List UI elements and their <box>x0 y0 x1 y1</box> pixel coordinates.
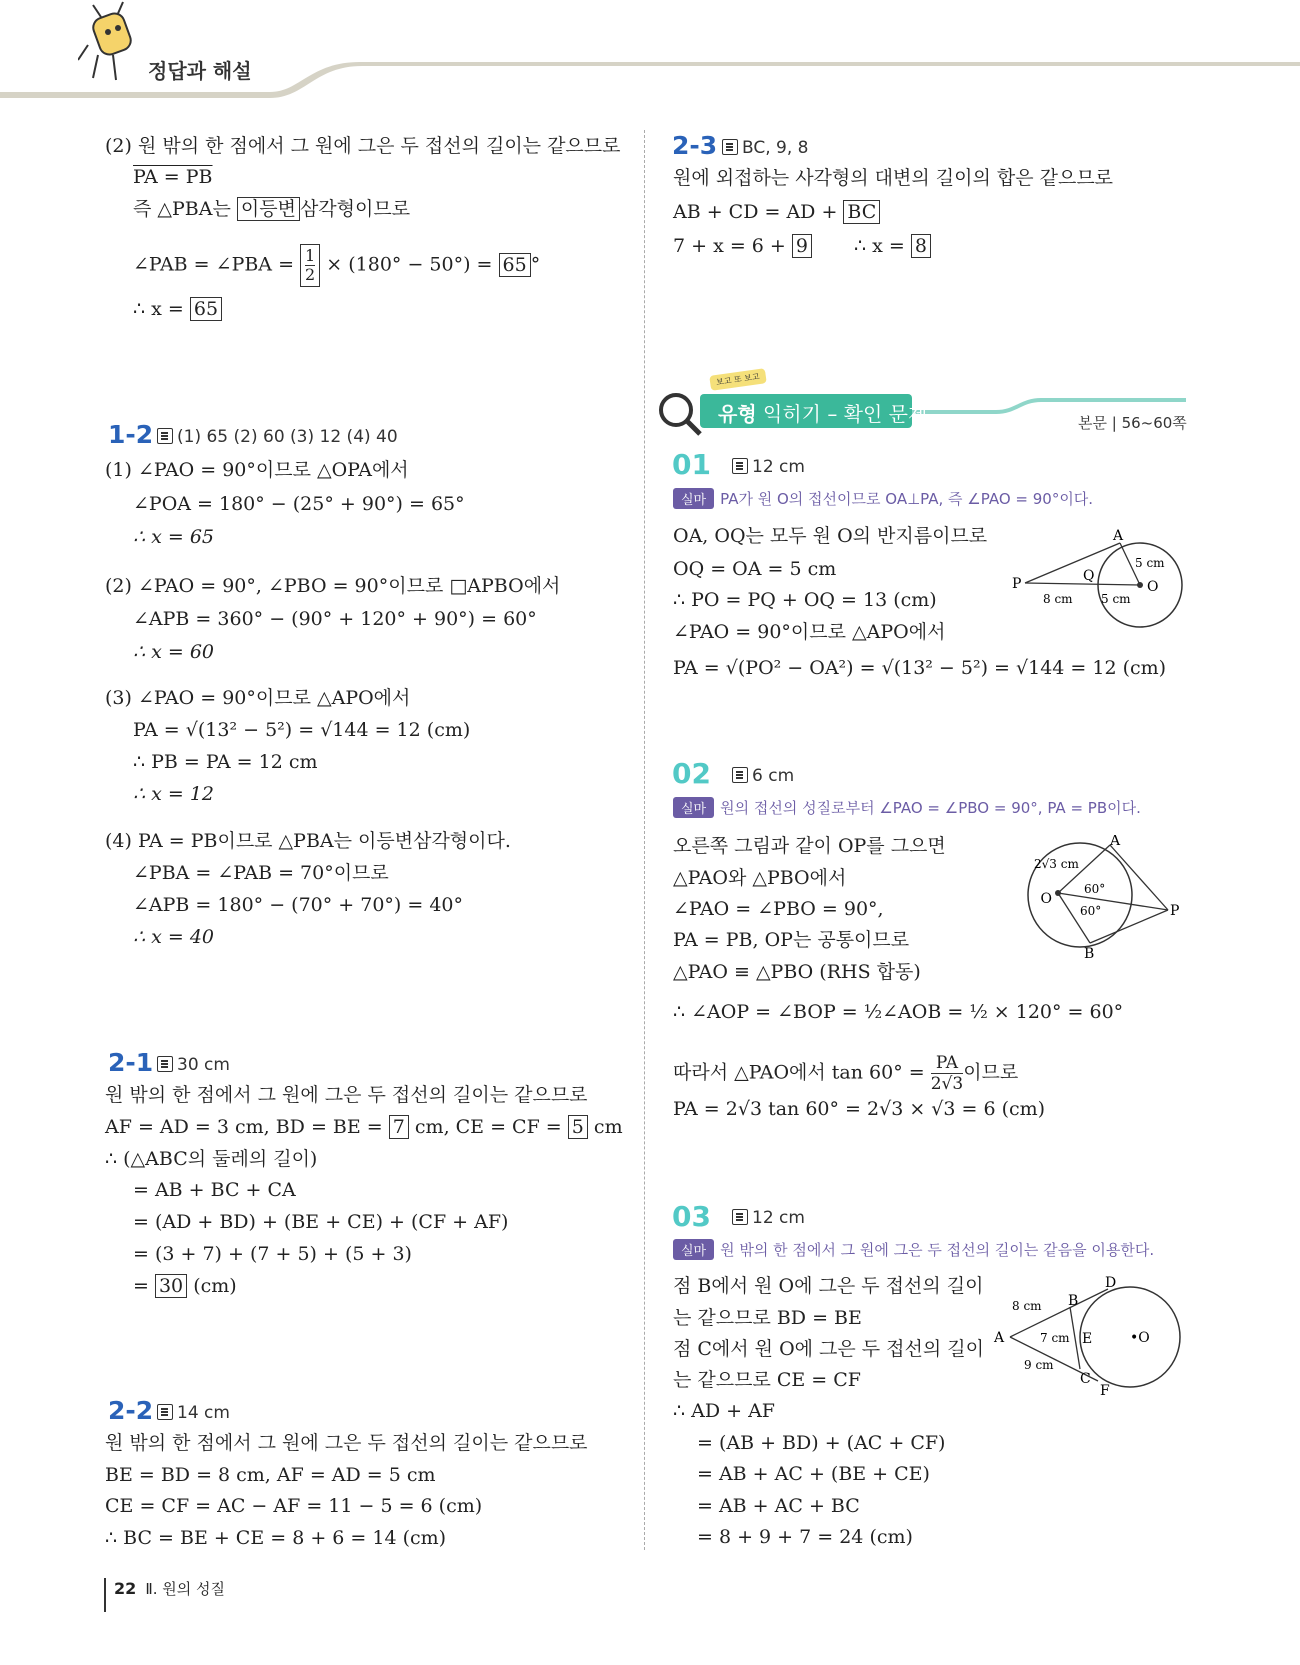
answer-text: 12 cm <box>752 457 805 477</box>
header-swoosh <box>0 0 1300 100</box>
answer-box: 65 <box>190 297 222 321</box>
text-line: (1) ∠PAO = 90°이므로 △OPA에서 <box>105 459 409 481</box>
label-O: •O <box>1130 1330 1150 1346</box>
hint-tag: 실마 <box>673 488 714 509</box>
text-line: ∠POA = 180° − (25° + 90°) = 65° <box>133 493 465 515</box>
section-banner <box>656 372 1186 438</box>
answer-summary <box>722 138 808 158</box>
problem-number: 03 <box>672 1200 711 1233</box>
text-line: (3) ∠PAO = 90°이므로 △APO에서 <box>105 687 411 709</box>
fraction-box <box>300 244 320 287</box>
text-line: 점 B에서 원 O에 그은 두 접선의 길이 <box>673 1275 984 1297</box>
text-line <box>133 1274 237 1298</box>
answer-box: 8 <box>911 234 931 258</box>
text-span: cm, CE = CF = <box>414 1116 562 1138</box>
text-line: (2) 원 밖의 한 점에서 그 원에 그은 두 접선의 길이는 같으므로 <box>105 135 621 157</box>
text-line: ∴ x = 65 <box>133 526 215 548</box>
label-bc: 7 cm <box>1040 1331 1070 1345</box>
text-span: ∴ x = <box>133 298 184 320</box>
text-line: 원에 외접하는 사각형의 대변의 길이의 합은 같으므로 <box>673 167 1114 189</box>
banner-title-strong: 유형 <box>718 402 757 426</box>
text-span: 이므로 <box>963 1061 1019 1084</box>
text-line: ∠PAO = 90°이므로 △APO에서 <box>673 621 946 643</box>
fraction-num: 1 <box>305 246 316 265</box>
problem-number: 2-2 <box>108 1396 154 1425</box>
answer-icon <box>732 767 748 783</box>
answer-summary <box>732 1208 805 1228</box>
text-line: ∴ (△ABC의 둘레의 길이) <box>105 1148 318 1170</box>
text-line: = AB + AC + (BE + CE) <box>697 1463 930 1485</box>
text-line: 는 같으므로 CE = CF <box>673 1369 861 1391</box>
label-A: A <box>1113 528 1124 544</box>
text-line: PA = 2√3 tan 60° = 2√3 × √3 = 6 (cm) <box>673 1098 1046 1120</box>
fraction <box>931 1053 963 1094</box>
label-ab: 8 cm <box>1012 1299 1042 1313</box>
page-header <box>0 0 1300 100</box>
page-footer <box>104 1578 225 1612</box>
label-A: A <box>1110 835 1121 849</box>
answer-box: BC <box>843 200 880 224</box>
page-reference: 본문 | 56~60쪽 <box>1078 414 1187 432</box>
label-F: F <box>1100 1383 1110 1395</box>
text-line <box>673 234 931 258</box>
text-line: ∠APB = 180° − (70° + 70°) = 40° <box>133 894 464 916</box>
text-line: ∴ AD + AF <box>673 1400 775 1422</box>
label-O: O <box>1147 579 1159 595</box>
text-line: = 8 + 9 + 7 = 24 (cm) <box>697 1526 913 1548</box>
answer-summary <box>732 457 805 477</box>
answer-box: 이등변 <box>237 197 300 221</box>
label-ac: 9 cm <box>1024 1358 1054 1372</box>
problem-number: 1-2 <box>108 420 154 449</box>
answer-text: BC, 9, 8 <box>742 138 809 158</box>
answer-text: 30 cm <box>177 1055 230 1075</box>
text-line: 원 밖의 한 점에서 그 원에 그은 두 접선의 길이는 같으므로 <box>105 1084 588 1106</box>
answer-box: 9 <box>792 234 812 258</box>
text-line: ∠APB = 360° − (90° + 120° + 90°) = 60° <box>133 608 537 630</box>
tangent-figure-01 <box>1005 525 1195 630</box>
label-E: E <box>1082 1331 1093 1347</box>
bug-mascot-icon <box>78 0 148 85</box>
magnifier-icon <box>656 390 704 438</box>
fraction-den: 2√3 <box>930 1074 964 1094</box>
hint-tag: 실마 <box>673 797 714 818</box>
text-line: △PAO ≡ △PBO (RHS 합동) <box>673 961 921 983</box>
text-line: ∴ x = 60 <box>133 641 215 663</box>
text-line: 점 C에서 원 O에 그은 두 접선의 길이 <box>673 1338 984 1360</box>
text-line: ∴ BC = BE + CE = 8 + 6 = 14 (cm) <box>105 1527 447 1549</box>
text-span: 7 + x = 6 + <box>673 235 786 257</box>
label-A: A <box>994 1330 1005 1346</box>
text-line: PA = PB <box>133 166 213 188</box>
text-line: ∴ PO = PQ + OQ = 13 (cm) <box>673 589 937 611</box>
text-line: △PAO와 △PBO에서 <box>673 867 847 889</box>
text-line: = (3 + 7) + (7 + 5) + (5 + 3) <box>133 1243 412 1265</box>
label-radius: 2√3 cm <box>1034 857 1079 871</box>
hint-tag: 실마 <box>673 1239 714 1260</box>
text-line <box>133 244 540 287</box>
label-P: P <box>1170 903 1180 919</box>
tangent-figure-03 <box>990 1275 1195 1395</box>
label-pq: 8 cm <box>1043 592 1073 606</box>
answer-icon <box>157 1056 173 1072</box>
answer-text: 12 cm <box>752 1208 805 1228</box>
text-line: ∴ ∠AOP = ∠BOP = ½∠AOB = ½ × 120° = 60° <box>673 1001 1124 1023</box>
label-qo: 5 cm <box>1101 592 1131 606</box>
text-line <box>133 297 222 321</box>
answer-text: 6 cm <box>752 766 795 786</box>
text-span: × (180° − 50°) = <box>326 253 493 276</box>
fraction-den: 2 <box>305 265 316 284</box>
hint-text: 원의 접선의 성질로부터 ∠PAO = ∠PBO = 90°, PA = PB이다. <box>720 799 1141 817</box>
label-angle1: 60° <box>1084 882 1106 896</box>
text-line: ∴ x = 12 <box>133 783 215 805</box>
label-B: B <box>1084 946 1095 960</box>
answer-summary <box>732 766 794 786</box>
text-line: OQ = OA = 5 cm <box>673 558 837 580</box>
text-line <box>673 200 880 224</box>
text-line: 는 같으므로 BD = BE <box>673 1307 862 1329</box>
answer-text: (1) 65 (2) 60 (3) 12 (4) 40 <box>177 427 398 447</box>
answer-summary <box>157 1403 230 1423</box>
text-span: ∠PAB = ∠PBA = <box>133 253 294 276</box>
answer-icon <box>732 458 748 474</box>
text-line: 원 밖의 한 점에서 그 원에 그은 두 접선의 길이는 같으므로 <box>105 1432 588 1454</box>
answer-icon <box>157 428 173 444</box>
text-line: (4) PA = PB이므로 △PBA는 이등변삼각형이다. <box>105 830 511 852</box>
text-line <box>105 1115 623 1139</box>
label-O: O <box>1040 891 1052 907</box>
text-line: = AB + BC + CA <box>133 1179 296 1201</box>
text-line: PA = √(13² − 5²) = √144 = 12 (cm) <box>133 719 471 741</box>
problem-number: 01 <box>672 448 711 481</box>
text-line: PA = PB, OP는 공통이므로 <box>673 929 910 951</box>
page-number: 22 <box>114 1579 137 1598</box>
text-span: (cm) <box>193 1275 237 1297</box>
answer-text: 14 cm <box>177 1403 230 1423</box>
hint-line <box>673 797 1141 818</box>
column-divider <box>644 130 645 1550</box>
text-line: CE = CF = AC − AF = 11 − 5 = 6 (cm) <box>105 1495 483 1517</box>
text-span: = <box>133 1275 149 1297</box>
text-line: PA = √(PO² − OA²) = √(13² − 5²) = √144 = 12 (cm) <box>673 657 1167 679</box>
tangent-figure-02 <box>1010 835 1195 960</box>
text-span: 삼각형이므로 <box>299 198 411 220</box>
chapter-title: Ⅱ. 원의 성질 <box>145 1580 226 1598</box>
label-D: D <box>1105 1275 1117 1291</box>
answer-icon <box>722 139 738 155</box>
label-C: C <box>1080 1371 1091 1387</box>
hint-line <box>673 1239 1154 1260</box>
text-line: = (AB + BD) + (AC + CF) <box>697 1432 946 1454</box>
text-line: = AB + AC + BC <box>697 1495 860 1517</box>
text-line: ∠PAO = ∠PBO = 90°, <box>673 898 884 920</box>
label-ao: 5 cm <box>1135 556 1165 570</box>
text-line: = (AD + BD) + (BE + CE) + (CF + AF) <box>133 1211 509 1233</box>
label-P: P <box>1012 576 1022 592</box>
text-span: ∴ x = <box>854 235 905 257</box>
answer-box: 7 <box>389 1115 409 1139</box>
problem-number: 2-3 <box>672 131 718 160</box>
text-line <box>133 197 410 221</box>
text-line: 오른쪽 그림과 같이 OP를 그으면 <box>673 835 946 857</box>
text-line: ∴ PB = PA = 12 cm <box>133 751 318 773</box>
text-span: cm <box>593 1116 623 1138</box>
text-line: ∴ x = 40 <box>133 926 215 948</box>
answer-summary <box>157 1055 230 1075</box>
text-span: AF = AD = 3 cm, BD = BE = <box>105 1116 383 1138</box>
page-header-title: 정답과 해설 <box>148 59 252 83</box>
banner-title-rest: 익히기 – 확인 문제 <box>763 402 928 426</box>
banner-title <box>718 398 927 427</box>
answer-box: 5 <box>568 1115 588 1139</box>
text-span: ° <box>530 253 541 276</box>
text-line <box>673 1053 1018 1094</box>
banner-tag: 보고 또 보고 <box>709 368 766 391</box>
label-B: B <box>1068 1293 1079 1309</box>
answer-summary <box>157 427 398 447</box>
answer-box: 65 <box>499 253 531 277</box>
fraction-num: PA <box>931 1053 963 1074</box>
answer-icon <box>732 1209 748 1225</box>
text-span: 따라서 △PAO에서 tan 60° = <box>673 1061 925 1084</box>
answer-icon <box>157 1404 173 1420</box>
label-Q: Q <box>1083 568 1095 584</box>
text-line: OA, OQ는 모두 원 O의 반지름이므로 <box>673 525 988 547</box>
text-line: (2) ∠PAO = 90°, ∠PBO = 90°이므로 □APBO에서 <box>105 575 561 597</box>
text-line: ∠PBA = ∠PAB = 70°이므로 <box>133 862 389 884</box>
label-angle2: 60° <box>1080 904 1102 918</box>
text-span: AB + CD = AD + <box>673 201 838 223</box>
hint-text: 원 밖의 한 점에서 그 원에 그은 두 접선의 길이는 같음을 이용한다. <box>720 1241 1155 1259</box>
answer-box: 30 <box>155 1274 187 1298</box>
hint-line <box>673 488 1093 509</box>
text-line: BE = BD = 8 cm, AF = AD = 5 cm <box>105 1464 436 1486</box>
text-span: 즉 △PBA는 <box>133 198 231 220</box>
hint-text: PA가 원 O의 접선이므로 OA⊥PA, 즉 ∠PAO = 90°이다. <box>720 490 1094 508</box>
problem-number: 2-1 <box>108 1048 154 1077</box>
problem-number: 02 <box>672 757 711 790</box>
